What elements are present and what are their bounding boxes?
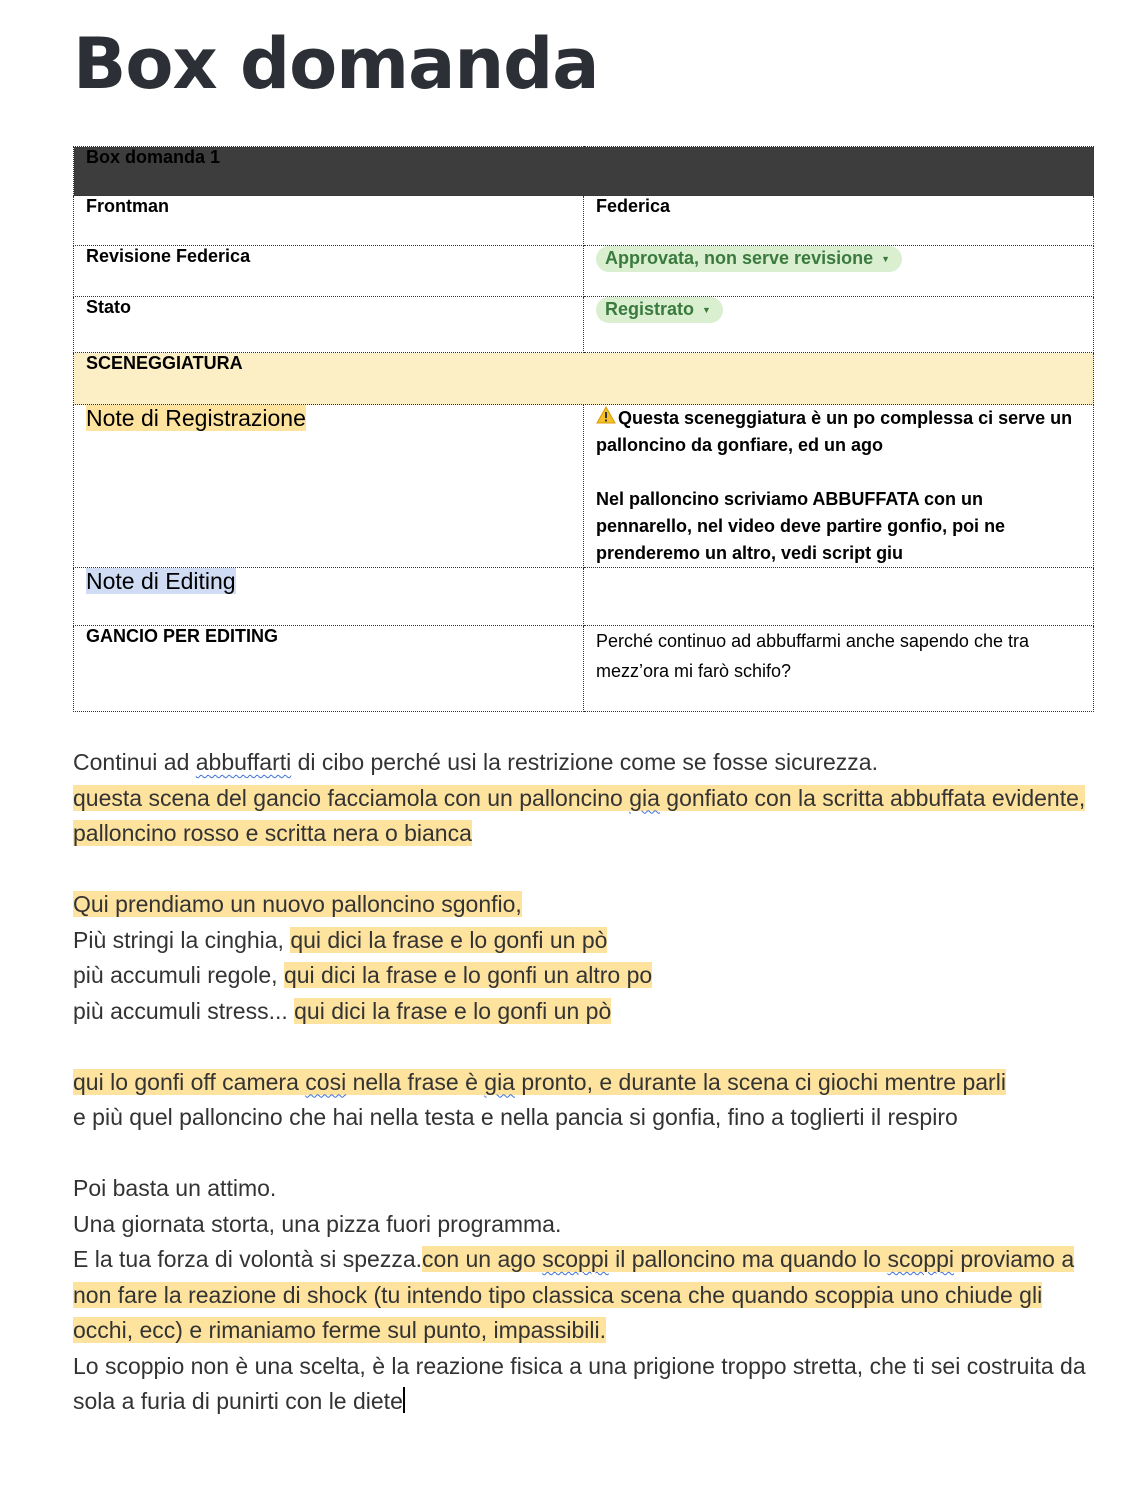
spellcheck-word: gia xyxy=(484,1068,515,1095)
section-row xyxy=(74,353,1094,405)
script-body[interactable] xyxy=(73,745,1103,1420)
highlight-text: nella frase è xyxy=(346,1068,485,1095)
spellcheck-word: cosi xyxy=(305,1068,347,1095)
paragraph xyxy=(73,923,1103,959)
note-reg-line1: Questa sceneggiatura è un po complessa ci serve un palloncino da gonfiare, ed un ago xyxy=(596,408,1073,455)
text-span: E la tua forza di volontà si spezza. xyxy=(73,1246,423,1272)
spellcheck-word: gia xyxy=(629,784,660,811)
highlight-text: Qui prendiamo un nuovo palloncino sgonfio, xyxy=(73,891,522,917)
paragraph xyxy=(73,1349,1103,1420)
paragraph: Una giornata storta, una pizza fuori programma. xyxy=(73,1210,562,1237)
note-edit-label-cell xyxy=(74,568,584,626)
warning-icon xyxy=(596,405,618,432)
note-edit-label: Note di Editing xyxy=(86,568,236,594)
note-edit-value[interactable] xyxy=(584,568,1094,626)
stato-cell xyxy=(584,297,1094,353)
note-reg-label-cell xyxy=(74,405,584,568)
table-row xyxy=(74,246,1094,297)
page-title: Box domanda xyxy=(73,23,599,105)
text-span: più accumuli regole, xyxy=(73,962,284,988)
section-title: SCENEGGIATURA xyxy=(74,353,1094,405)
paragraph xyxy=(73,958,1103,994)
highlight-text: qui lo gonfi off camera xyxy=(73,1068,306,1095)
revisione-chip-label: Approvata, non serve revisione xyxy=(605,248,874,268)
spacer xyxy=(73,1029,1103,1065)
spellcheck-word: scoppi xyxy=(887,1246,954,1272)
spellcheck-word: scoppi xyxy=(542,1246,609,1272)
note-reg-line2: Nel palloncino scriviamo ABBUFFATA con un pennarello, nel video deve partire gonfio, poi ne prenderemo un altro, vedi script giu xyxy=(596,489,1006,563)
chevron-down-icon: ▼ xyxy=(702,304,711,315)
note-reg-line1-para xyxy=(596,405,1081,459)
highlight-text: il palloncino ma quando lo xyxy=(608,1246,888,1272)
paragraph xyxy=(73,1242,1103,1349)
table-row xyxy=(74,405,1094,568)
paragraph xyxy=(73,994,1103,1030)
highlight-text: con un ago xyxy=(422,1246,543,1272)
gancio-label: GANCIO PER EDITING xyxy=(74,626,584,712)
text-span: Continui ad xyxy=(73,749,196,775)
paragraph: Poi basta un attimo. xyxy=(73,1175,277,1201)
text-span: più accumuli stress... xyxy=(73,997,295,1024)
paragraph xyxy=(73,887,1103,923)
revisione-dropdown-chip[interactable] xyxy=(596,246,902,272)
note-reg-label: Note di Registrazione xyxy=(86,405,306,431)
spellcheck-word: abbuffarti xyxy=(195,749,292,775)
frontman-value[interactable]: Federica xyxy=(584,196,1094,246)
highlight-text: gonfiato con la scritta abbuffata evidente, palloncino rosso e scritta nera o bianca xyxy=(73,784,1086,846)
text-span: di cibo perché usi la restrizione come se fosse sicurezza. xyxy=(291,749,878,775)
stato-chip-label: Registrato xyxy=(605,299,695,319)
paragraph xyxy=(73,745,1103,781)
note-reg-content[interactable] xyxy=(584,405,1094,568)
table-row xyxy=(74,568,1094,626)
spacer xyxy=(73,852,1103,888)
highlight-text: qui dici la frase e lo gonfi un pò xyxy=(290,926,608,953)
gancio-value[interactable]: Perché continuo ad abbuffarmi anche sapendo che tra mezz’ora mi farò schifo? xyxy=(584,626,1094,712)
spacer xyxy=(596,459,1081,486)
table-row xyxy=(74,626,1094,712)
paragraph xyxy=(73,781,1103,852)
text-span: Più stringi la cinghia, xyxy=(73,926,291,953)
spacer xyxy=(73,1136,1103,1172)
highlight-text: questa scena del gancio facciamola con un palloncino xyxy=(73,784,630,811)
chevron-down-icon: ▼ xyxy=(881,253,891,264)
text-span: Lo scoppio non è una scelta, è la reazione fisica a una prigione troppo stretta, che ti sei costruita da sola a furia di punirti con le diete xyxy=(73,1352,1086,1414)
table-row xyxy=(74,297,1094,353)
table-header: Box domanda 1 xyxy=(74,147,1094,196)
highlight-text: pronto, e durante la scena ci giochi mentre parli xyxy=(514,1068,1006,1095)
highlight-text: qui dici la frase e lo gonfi un altro po xyxy=(283,962,653,988)
highlight-text: qui dici la frase e lo gonfi un pò xyxy=(294,997,612,1024)
revisione-cell xyxy=(584,246,1094,297)
table-row xyxy=(74,196,1094,246)
stato-dropdown-chip[interactable] xyxy=(596,297,723,323)
question-box-table xyxy=(73,146,1094,712)
text-cursor xyxy=(403,1387,405,1413)
table-header-row xyxy=(74,147,1094,196)
highlight-text: proviamo a non fare la reazione di shock (tu intendo tipo classica scena che quando scoppia uno chiude gli occhi, ecc) e rimaniamo ferme sul punto, impassibili. xyxy=(73,1246,1075,1343)
paragraph xyxy=(73,1065,1103,1101)
stato-label: Stato xyxy=(74,297,584,353)
paragraph: e più quel palloncino che hai nella testa e nella pancia si gonfia, fino a toglierti il respiro xyxy=(73,1104,958,1130)
frontman-label: Frontman xyxy=(74,196,584,246)
revisione-label: Revisione Federica xyxy=(74,246,584,297)
